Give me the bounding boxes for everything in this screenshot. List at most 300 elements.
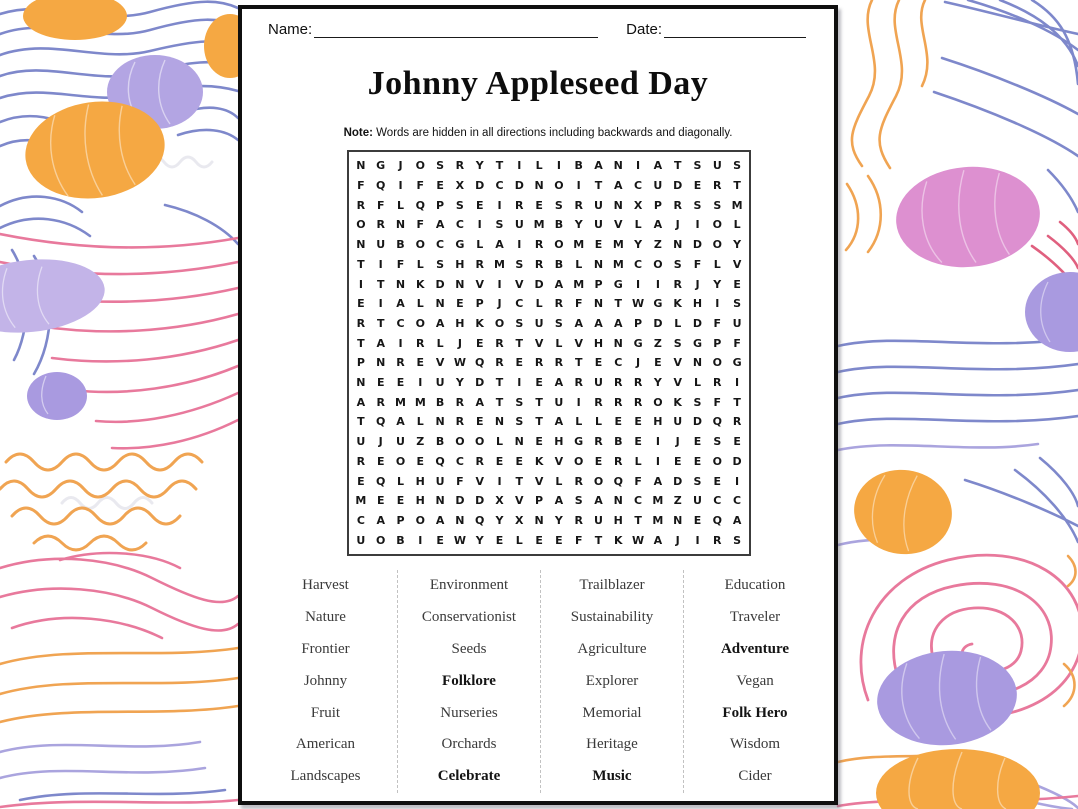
grid-cell: U <box>356 435 366 449</box>
grid-cell: T <box>614 297 623 311</box>
grid-cell: O <box>475 435 485 449</box>
grid-cell: E <box>495 533 504 547</box>
grid-cell: D <box>692 316 703 330</box>
grid-cell: M <box>573 238 585 252</box>
grid-cell: L <box>396 474 404 488</box>
grid-cell: E <box>475 198 484 212</box>
grid-cell: I <box>497 198 502 212</box>
grid-cell: I <box>655 454 660 468</box>
grid-cell: H <box>593 336 604 350</box>
grid-cell: P <box>396 513 405 527</box>
grid-cell: R <box>633 395 643 409</box>
grid-cell: D <box>673 474 683 488</box>
grid-cell: I <box>576 395 581 409</box>
grid-cell: L <box>634 218 642 232</box>
grid-cell: Y <box>554 513 563 527</box>
grid-cell: A <box>435 218 445 232</box>
grid-cell: B <box>435 395 445 409</box>
grid-cell: L <box>555 474 563 488</box>
grid-cell: R <box>356 316 366 330</box>
grid-cell: L <box>396 198 404 212</box>
grid-cell: N <box>593 297 604 311</box>
grid-cell: R <box>713 376 722 390</box>
grid-cell: L <box>634 454 642 468</box>
grid-cell: S <box>693 198 702 212</box>
worksheet-page <box>238 5 838 805</box>
grid-cell: N <box>356 159 366 173</box>
grid-cell: U <box>693 494 702 508</box>
grid-cell: B <box>435 435 445 449</box>
grid-cell: I <box>655 435 660 449</box>
word-column <box>397 570 540 793</box>
grid-cell: E <box>495 454 504 468</box>
grid-cell: E <box>376 376 385 390</box>
grid-cell: L <box>476 238 484 252</box>
word-item: Folklore <box>442 672 496 689</box>
grid-cell: A <box>653 474 663 488</box>
grid-cell: M <box>652 494 664 508</box>
grid-cell: G <box>653 297 663 311</box>
grid-cell: R <box>633 376 643 390</box>
grid-cell: I <box>695 218 700 232</box>
grid-cell: T <box>357 257 365 271</box>
grid-cell: U <box>653 179 663 193</box>
grid-cell: D <box>475 179 485 193</box>
grid-cell: Z <box>653 238 662 252</box>
grid-cell: V <box>554 454 564 468</box>
note <box>242 127 834 139</box>
grid-cell: M <box>395 395 406 409</box>
grid-cell: P <box>653 198 662 212</box>
grid-cell: S <box>713 198 722 212</box>
grid-cell: G <box>732 356 742 370</box>
grid-cell: U <box>732 316 742 330</box>
grid-cell: D <box>455 494 465 508</box>
grid-cell: T <box>495 376 504 390</box>
grid-cell: N <box>455 277 465 291</box>
grid-cell: L <box>575 257 583 271</box>
grid-cell: S <box>436 159 445 173</box>
grid-cell: C <box>634 494 643 508</box>
grid-cell: E <box>634 435 642 449</box>
grid-cell: N <box>534 179 544 193</box>
grid-cell: Q <box>435 454 445 468</box>
grid-cell: A <box>554 376 564 390</box>
grid-cell: V <box>673 356 682 370</box>
grid-cell: L <box>733 218 741 232</box>
grid-cell: I <box>636 159 641 173</box>
grid-cell: A <box>435 316 445 330</box>
grid-cell: O <box>415 238 425 252</box>
grid-cell: B <box>614 435 623 449</box>
grid-cell: E <box>673 454 682 468</box>
grid-cell: G <box>633 336 643 350</box>
grid-cell: H <box>455 257 465 271</box>
grid-cell: W <box>453 356 466 370</box>
grid-cell: U <box>554 395 564 409</box>
grid-cell: R <box>574 513 583 527</box>
grid-cell: Z <box>673 494 682 508</box>
grid-cell: P <box>535 494 544 508</box>
grid-cell: E <box>555 533 563 547</box>
grid-cell: F <box>416 179 425 193</box>
word-item: Nurseries <box>440 704 498 721</box>
grid-cell: C <box>733 494 742 508</box>
word-item: Landscapes <box>290 768 361 785</box>
grid-cell: A <box>554 415 564 429</box>
grid-cell: G <box>692 336 702 350</box>
word-item: Trailblazer <box>579 577 645 594</box>
grid-cell: N <box>356 376 366 390</box>
word-item: Traveler <box>729 609 781 626</box>
grid-cell: Z <box>416 435 425 449</box>
grid-cell: N <box>395 277 406 291</box>
grid-cell: S <box>733 297 742 311</box>
grid-cell: R <box>713 179 722 193</box>
grid-cell: S <box>733 533 742 547</box>
grid-cell: R <box>475 454 484 468</box>
grid-cell: G <box>574 435 584 449</box>
grid-cell: P <box>713 336 722 350</box>
grid-cell: T <box>515 336 524 350</box>
grid-cell: I <box>735 474 740 488</box>
grid-cell: T <box>673 159 682 173</box>
grid-cell: E <box>475 415 484 429</box>
grid-cell: L <box>713 257 721 271</box>
note-body: Words are hidden in all directions including backwards and diagonally. <box>376 127 733 139</box>
grid-cell: A <box>376 513 385 527</box>
grid-cell: G <box>455 238 465 252</box>
grid-cell: E <box>475 336 484 350</box>
grid-cell: X <box>515 513 524 527</box>
grid-cell: R <box>534 257 544 271</box>
grid-cell: L <box>436 336 444 350</box>
grid-cell: F <box>733 336 741 350</box>
grid-cell: I <box>655 277 660 291</box>
grid-cell: U <box>534 316 544 330</box>
grid-cell: Y <box>634 238 643 252</box>
grid-cell: I <box>477 218 482 232</box>
grid-cell: U <box>712 159 722 173</box>
grid-cell: I <box>497 277 502 291</box>
grid-cell: R <box>455 395 465 409</box>
grid-cell: T <box>376 277 385 291</box>
grid-cell: R <box>495 336 504 350</box>
word-item: Wisdom <box>729 736 781 753</box>
grid-cell: R <box>594 435 603 449</box>
grid-cell: I <box>418 376 423 390</box>
grid-cell: F <box>396 257 405 271</box>
grid-cell: M <box>612 238 624 252</box>
grid-cell: X <box>633 198 643 212</box>
grid-cell: B <box>554 257 564 271</box>
grid-cell: M <box>612 257 624 271</box>
grid-cell: E <box>436 533 444 547</box>
grid-cell: F <box>456 474 464 488</box>
grid-cell: W <box>453 533 466 547</box>
grid-cell: I <box>517 376 522 390</box>
grid-cell: D <box>692 238 703 252</box>
grid-cell: A <box>376 336 385 350</box>
grid-cell: L <box>594 415 602 429</box>
grid-cell: P <box>634 316 643 330</box>
grid-cell: S <box>693 474 702 488</box>
grid-cell: V <box>515 277 524 291</box>
word-column <box>254 570 397 793</box>
grid-cell: O <box>376 533 386 547</box>
word-item: Memorial <box>582 704 642 721</box>
grid-cell: R <box>614 395 623 409</box>
word-item: Orchards <box>441 736 497 753</box>
word-item: Vegan <box>736 672 774 689</box>
grid-cell: A <box>732 513 742 527</box>
grid-cell: F <box>357 179 365 193</box>
grid-cell: O <box>415 159 425 173</box>
grid-cell: E <box>535 435 543 449</box>
grid-cell: E <box>594 454 603 468</box>
grid-cell: W <box>632 533 645 547</box>
grid-cell: O <box>593 474 604 488</box>
grid-cell: N <box>593 257 604 271</box>
grid-cell: E <box>693 454 702 468</box>
grid-cell: H <box>613 513 623 527</box>
grid-cell: L <box>535 159 543 173</box>
grid-cell: Y <box>574 218 583 232</box>
grid-cell: Y <box>733 238 742 252</box>
grid-cell: X <box>455 179 465 193</box>
grid-cell: K <box>475 316 484 330</box>
grid-cell: Y <box>653 376 662 390</box>
grid-cell: C <box>436 238 445 252</box>
grid-cell: Q <box>475 513 485 527</box>
word-item: Folk Hero <box>722 704 788 721</box>
grid-cell: D <box>732 454 742 468</box>
grid-cell: I <box>636 277 641 291</box>
grid-cell: C <box>614 356 623 370</box>
grid-cell: N <box>673 513 683 527</box>
word-item: Sustainability <box>570 609 654 626</box>
word-column <box>683 570 826 793</box>
grid-cell: J <box>378 435 383 449</box>
grid-cell: K <box>534 454 544 468</box>
grid-cell: U <box>594 218 603 232</box>
grid-cell: C <box>634 179 643 193</box>
grid-cell: R <box>574 474 583 488</box>
grid-cell: K <box>416 277 425 291</box>
grid-cell: F <box>376 198 385 212</box>
grid-cell: Y <box>455 376 464 390</box>
note-label: Note: <box>343 127 373 139</box>
grid-cell: D <box>534 277 544 291</box>
grid-cell: U <box>376 238 386 252</box>
grid-cell: S <box>554 198 563 212</box>
grid-cell: E <box>693 179 702 193</box>
grid-cell: E <box>357 297 365 311</box>
grid-cell: E <box>733 435 741 449</box>
grid-cell: U <box>435 474 445 488</box>
grid-cell: N <box>514 435 524 449</box>
grid-cell: I <box>358 277 363 291</box>
word-item: Harvest <box>302 577 349 594</box>
grid-cell: E <box>376 494 385 508</box>
grid-cell: I <box>735 376 740 390</box>
grid-cell: I <box>576 179 581 193</box>
grid-cell: I <box>398 179 403 193</box>
grid-cell: S <box>693 159 702 173</box>
grid-cell: O <box>554 179 564 193</box>
grid-cell: D <box>435 277 445 291</box>
grid-cell: A <box>554 494 564 508</box>
grid-cell: A <box>614 179 623 193</box>
grid-cell: R <box>376 395 385 409</box>
grid-cell: I <box>517 238 522 252</box>
grid-cell: X <box>495 494 504 508</box>
grid-cell: A <box>396 297 405 311</box>
grid-cell: B <box>554 218 564 232</box>
grid-cell: I <box>517 159 522 173</box>
grid-cell: R <box>574 376 583 390</box>
grid-cell: A <box>653 218 663 232</box>
grid-cell: C <box>495 179 504 193</box>
grid-cell: R <box>534 356 544 370</box>
grid-cell: N <box>613 494 623 508</box>
word-item: Explorer <box>585 672 639 689</box>
grid-cell: N <box>435 297 445 311</box>
grid-cell: V <box>614 218 623 232</box>
grid-cell: M <box>414 395 426 409</box>
word-search-grid <box>347 150 751 556</box>
grid-cell: E <box>634 415 642 429</box>
grid-cell: L <box>674 316 682 330</box>
grid-cell: C <box>396 316 405 330</box>
grid-cell: O <box>415 513 425 527</box>
grid-cell: E <box>436 179 444 193</box>
grid-cell: O <box>494 316 505 330</box>
grid-cell: Q <box>376 179 386 193</box>
grid-cell: S <box>693 395 702 409</box>
grid-cell: N <box>494 415 505 429</box>
grid-cell: E <box>535 533 543 547</box>
grid-cell: M <box>652 513 664 527</box>
grid-cell: W <box>632 297 645 311</box>
grid-cell: C <box>713 494 722 508</box>
grid-cell: S <box>515 316 524 330</box>
grid-cell: D <box>514 179 524 193</box>
grid-cell: T <box>574 356 583 370</box>
word-item: Conservationist <box>421 609 517 626</box>
grid-cell: S <box>733 159 742 173</box>
grid-cell: S <box>554 316 563 330</box>
grid-cell: O <box>455 435 465 449</box>
date-label: Date: <box>626 21 662 38</box>
grid-cell: C <box>356 513 365 527</box>
grid-cell: N <box>534 513 544 527</box>
grid-cell: U <box>673 415 683 429</box>
word-item: Music <box>592 768 632 785</box>
grid-cell: V <box>475 277 484 291</box>
grid-cell: T <box>733 395 741 409</box>
grid-cell: D <box>475 494 485 508</box>
grid-cell: S <box>713 435 722 449</box>
grid-cell: O <box>712 454 722 468</box>
grid-cell: E <box>733 277 741 291</box>
grid-cell: E <box>594 238 603 252</box>
grid-cell: E <box>713 474 722 488</box>
grid-cell: H <box>692 297 703 311</box>
word-item: Fruit <box>310 704 341 721</box>
grid-cell: R <box>614 376 623 390</box>
grid-cell: R <box>673 277 682 291</box>
grid-cell: K <box>614 533 623 547</box>
word-item: Frontier <box>301 640 350 657</box>
grid-cell: V <box>435 356 445 370</box>
grid-cell: T <box>357 415 365 429</box>
grid-cell: O <box>415 316 425 330</box>
date-blank-line <box>664 22 806 38</box>
grid-cell: V <box>534 336 544 350</box>
grid-cell: U <box>594 513 603 527</box>
grid-cell: O <box>712 356 722 370</box>
grid-cell: N <box>455 513 465 527</box>
grid-cell: T <box>535 395 543 409</box>
grid-cell: N <box>435 415 445 429</box>
grid-cell: O <box>712 218 722 232</box>
grid-cell: O <box>395 454 406 468</box>
grid-cell: T <box>594 533 603 547</box>
grid-cell: I <box>418 533 423 547</box>
word-item: Agriculture <box>577 640 647 657</box>
grid-cell: J <box>675 218 680 232</box>
grid-cell: V <box>534 474 544 488</box>
grid-cell: Q <box>376 415 386 429</box>
word-item: Education <box>724 577 786 594</box>
grid-cell: M <box>533 218 545 232</box>
grid-cell: H <box>415 494 425 508</box>
grid-cell: D <box>475 376 485 390</box>
grid-cell: R <box>515 198 524 212</box>
word-item: Seeds <box>451 640 487 657</box>
grid-cell: R <box>554 297 564 311</box>
grid-cell: Q <box>712 513 722 527</box>
grid-cell: A <box>495 238 504 252</box>
grid-cell: C <box>515 297 524 311</box>
grid-cell: H <box>653 415 663 429</box>
grid-cell: R <box>455 415 465 429</box>
grid-cell: R <box>376 218 385 232</box>
grid-cell: G <box>376 159 386 173</box>
grid-cell: T <box>733 179 741 193</box>
grid-cell: R <box>673 198 682 212</box>
grid-cell: N <box>613 159 623 173</box>
grid-cell: U <box>356 533 366 547</box>
grid-cell: S <box>574 494 583 508</box>
grid-cell: L <box>416 257 424 271</box>
grid-cell: O <box>554 238 564 252</box>
grid-cell: O <box>356 218 366 232</box>
grid-cell: A <box>614 316 623 330</box>
grid-cell: B <box>574 159 583 173</box>
grid-cell: J <box>457 336 462 350</box>
grid-cell: F <box>416 218 425 232</box>
grid-cell: A <box>435 513 445 527</box>
grid-cell: L <box>535 297 543 311</box>
grid-cell: A <box>594 494 603 508</box>
grid-cell: M <box>355 494 367 508</box>
word-item: Johnny <box>303 672 348 689</box>
grid-cell: D <box>653 316 663 330</box>
grid-cell: U <box>514 218 524 232</box>
grid-cell: M <box>494 257 505 271</box>
